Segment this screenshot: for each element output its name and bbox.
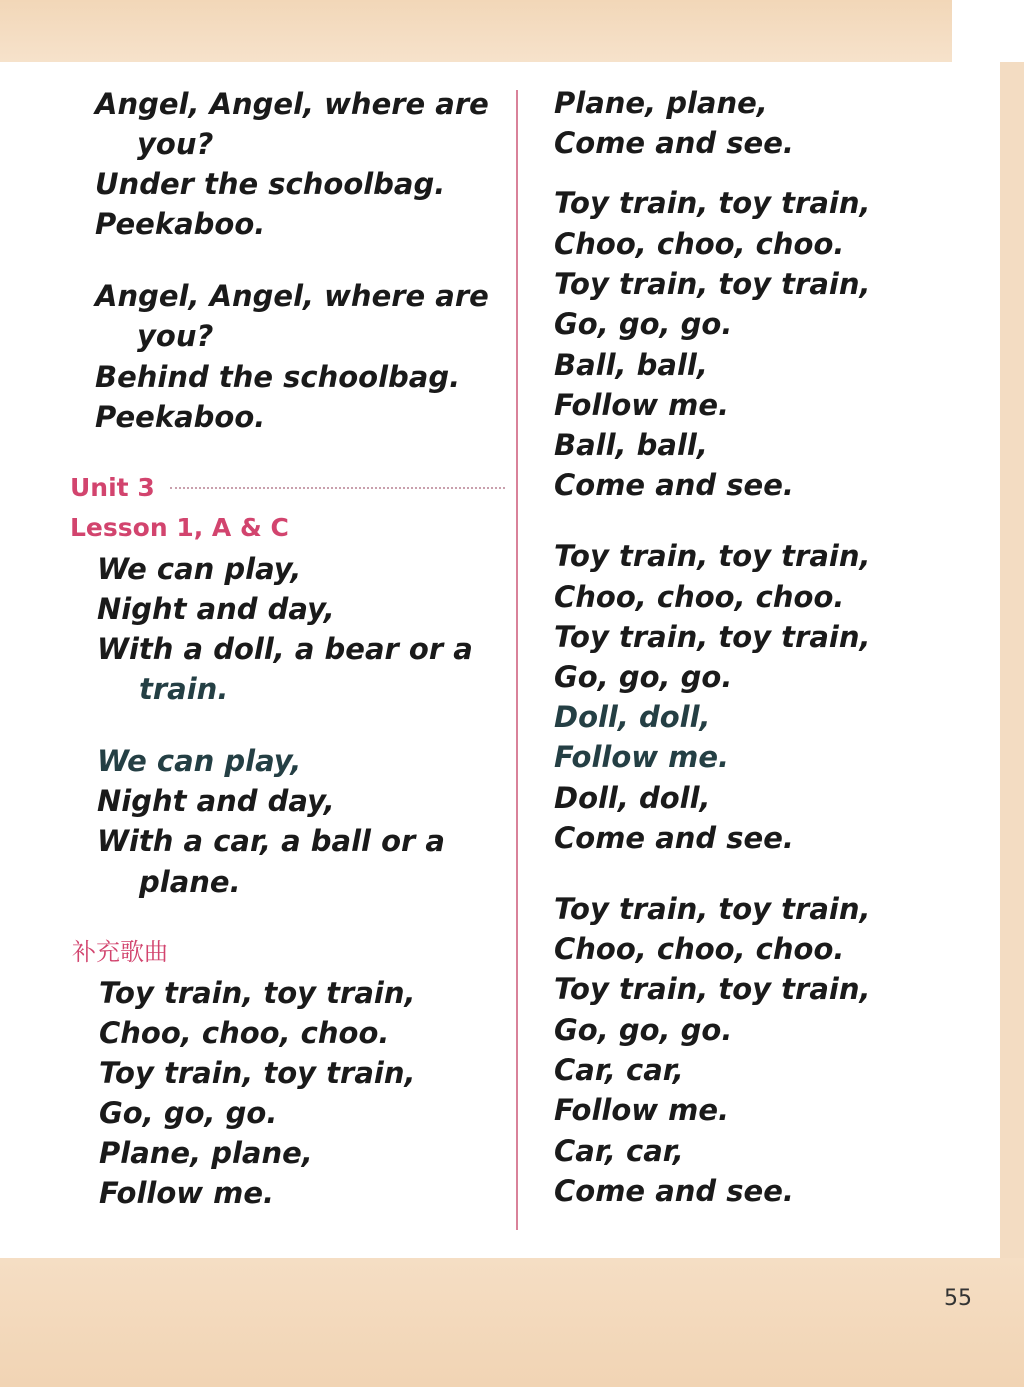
lyric-line: Doll, doll, — [554, 781, 711, 815]
lyric-line: Go, go, go. — [554, 1013, 733, 1047]
lyric-line: Go, go, go. — [554, 660, 733, 694]
lyric-line: Follow me. — [554, 1093, 730, 1127]
lyric-line: Choo, choo, choo. — [554, 932, 845, 966]
lyric-line: Toy train, toy train, — [554, 186, 871, 220]
page-top-right-corner — [952, 0, 1024, 62]
page-top-margin — [0, 0, 1024, 62]
lyric-line: Toy train, toy train, — [99, 1056, 416, 1090]
lyric-line: Car, car, — [554, 1134, 684, 1168]
lyric-line: Peekaboo. — [95, 207, 266, 241]
lesson-heading: Lesson 1, A & C — [70, 513, 289, 542]
lyric-line: you? — [137, 127, 214, 161]
lyric-line: Follow me. — [99, 1176, 275, 1210]
lyric-line: Toy train, toy train, — [554, 892, 871, 926]
lyric-line: plane. — [139, 865, 241, 899]
page-right-margin — [1000, 62, 1024, 1258]
lyric-line: Toy train, toy train, — [554, 620, 871, 654]
lyric-line: Angel, Angel, where are — [95, 87, 489, 121]
lyric-line: Go, go, go. — [99, 1096, 278, 1130]
lyric-line: Behind the schoolbag. — [95, 360, 461, 394]
lyric-line: Choo, choo, choo. — [554, 580, 845, 614]
lyric-line: Come and see. — [554, 821, 794, 855]
lyric-line: Doll, doll, — [554, 700, 711, 734]
lyric-line: you? — [137, 319, 214, 353]
lyric-line: Plane, plane, — [554, 86, 768, 120]
lyric-line: Angel, Angel, where are — [95, 279, 489, 313]
lyric-line: Come and see. — [554, 1174, 794, 1208]
lyric-line: Car, car, — [554, 1053, 684, 1087]
lyric-line: Toy train, toy train, — [554, 267, 871, 301]
lyric-line: Ball, ball, — [554, 348, 708, 382]
lyric-line: Under the schoolbag. — [95, 167, 446, 201]
lyric-line: Night and day, — [97, 784, 335, 818]
lyric-line: With a doll, a bear or a — [97, 632, 473, 666]
supplementary-song-label: 补充歌曲 — [72, 938, 168, 966]
lyric-line: With a car, a ball or a — [97, 824, 445, 858]
lyric-line: Follow me. — [554, 740, 730, 774]
lyric-line: Ball, ball, — [554, 428, 708, 462]
lyric-line: We can play, — [97, 552, 302, 586]
lyric-line: Toy train, toy train, — [99, 976, 416, 1010]
lyric-line: Choo, choo, choo. — [99, 1016, 390, 1050]
lyric-line: Go, go, go. — [554, 307, 733, 341]
lyric-line: Toy train, toy train, — [554, 972, 871, 1006]
lyric-line: Toy train, toy train, — [554, 539, 871, 573]
lyric-line: Peekaboo. — [95, 400, 266, 434]
column-divider — [516, 90, 518, 1230]
lyric-line: We can play, — [97, 744, 302, 778]
page-number: 55 — [944, 1286, 972, 1311]
lyric-line: Follow me. — [554, 388, 730, 422]
lyric-line: Plane, plane, — [99, 1136, 313, 1170]
lyric-line: train. — [139, 672, 229, 706]
unit-heading: Unit 3 — [70, 473, 155, 502]
lyric-line: Come and see. — [554, 126, 794, 160]
unit-dotted-rule — [170, 487, 505, 489]
lyric-line: Choo, choo, choo. — [554, 227, 845, 261]
lyric-line: Come and see. — [554, 468, 794, 502]
lyric-line: Night and day, — [97, 592, 335, 626]
page-bottom-margin — [0, 1258, 1024, 1387]
